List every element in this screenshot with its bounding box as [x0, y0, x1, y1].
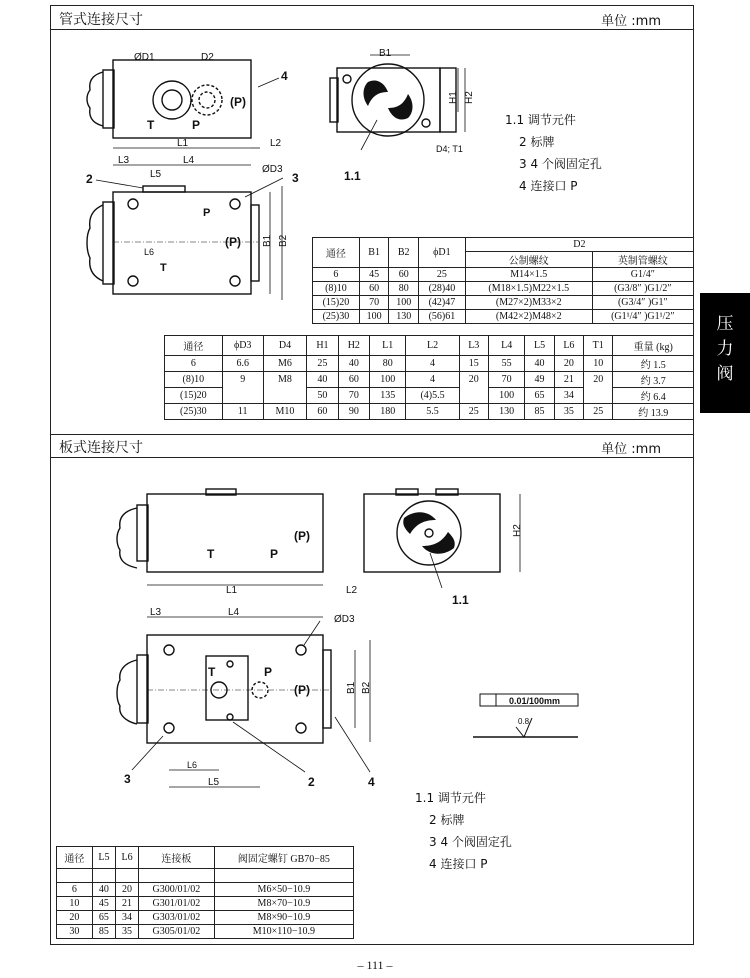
cell: 6: [313, 268, 360, 282]
side-tab-char: 力: [716, 339, 734, 359]
cell: 约 13.9: [613, 404, 694, 420]
cell: 55: [488, 356, 524, 372]
cell: 130: [389, 310, 419, 324]
header-cell: D4: [263, 336, 307, 356]
cell: (28)40: [419, 282, 466, 296]
legend-item: 3 4 个阀固定孔: [429, 835, 512, 849]
header-cell: B1: [359, 238, 389, 268]
table-d: [312, 237, 694, 324]
cell: 约 6.4: [613, 388, 694, 404]
label-l4: L4: [183, 155, 195, 166]
header-cell: H2: [338, 336, 369, 356]
label-d2: D2: [201, 52, 214, 63]
label-flatness: 0.01/100mm: [509, 696, 561, 706]
legend-plate: [415, 787, 512, 875]
cell: G1/4″: [592, 268, 693, 282]
cell: 65: [92, 911, 115, 925]
cell: G303/01/02: [139, 911, 215, 925]
label-n3b: 3: [124, 772, 131, 786]
cell: 约 3.7: [613, 372, 694, 388]
cell: M8×90−10.9: [214, 911, 353, 925]
cell: (G1¹/4″ )G1¹/2″: [592, 310, 693, 324]
pipe-side-view: [330, 55, 465, 136]
cell: 65: [525, 388, 554, 404]
cell: 135: [370, 388, 406, 404]
cell: 11: [222, 404, 263, 420]
label-p-port3: (P): [294, 529, 310, 543]
cell: 45: [92, 897, 115, 911]
label-p-port: (P): [230, 95, 246, 109]
cell: 15: [459, 356, 488, 372]
label-t2: T: [160, 262, 167, 274]
cell: 85: [525, 404, 554, 420]
cell: 21: [115, 897, 138, 911]
table-row: [57, 911, 354, 925]
label-d1: ØD1: [134, 52, 155, 63]
cell: 20: [459, 372, 488, 388]
cell: 70: [488, 372, 524, 388]
table-row: [165, 388, 694, 404]
cell: G305/01/02: [139, 925, 215, 939]
label-l5: L5: [150, 169, 162, 180]
cell: (15)20: [313, 296, 360, 310]
section1-title: 管式连接尺寸: [59, 12, 143, 28]
subheader-cell: 英制管螺纹: [592, 252, 693, 268]
label-p4: P: [264, 665, 273, 679]
subheader-cell: 公制螺纹: [465, 252, 592, 268]
cell: 6: [165, 356, 223, 372]
cell: (25)30: [313, 310, 360, 324]
cell: (G3/8″ )G1/2″: [592, 282, 693, 296]
label-h2: H2: [464, 91, 475, 104]
label-l1: L1: [177, 138, 189, 149]
cell: 100: [359, 310, 389, 324]
header-cell: 连接板: [139, 847, 215, 869]
label-t: T: [147, 118, 155, 132]
cell: M6: [263, 356, 307, 372]
cell: 10: [584, 356, 613, 372]
label-n2: 2: [86, 172, 93, 186]
cell: G301/01/02: [139, 897, 215, 911]
cell: (M27×2)M33×2: [465, 296, 592, 310]
cell: 60: [389, 268, 419, 282]
label-b2: B2: [278, 234, 289, 247]
cell: 100: [389, 296, 419, 310]
cell: 25: [419, 268, 466, 282]
header-cell: L1: [370, 336, 406, 356]
header-cell: D2: [465, 238, 693, 252]
cell: 40: [338, 356, 369, 372]
cell: 20: [57, 911, 93, 925]
label-b1c: B1: [346, 681, 357, 694]
header-cell: 通径: [165, 336, 223, 356]
cell: (56)61: [419, 310, 466, 324]
cell: (42)47: [419, 296, 466, 310]
cell: (M42×2)M48×2: [465, 310, 592, 324]
cell: [584, 388, 613, 404]
label-p3: P: [270, 547, 279, 561]
label-l2: L2: [270, 138, 282, 149]
cell: M8×70−10.9: [214, 897, 353, 911]
cell: 70: [338, 388, 369, 404]
cell: 60: [338, 372, 369, 388]
label-l6b: L6: [187, 760, 198, 770]
label-n4b: 4: [368, 775, 375, 789]
label-h2b: H2: [512, 524, 523, 537]
header-cell: 通径: [57, 847, 93, 869]
cell: (G3/4″ )G1″: [592, 296, 693, 310]
cell: 60: [307, 404, 338, 420]
cell: 100: [370, 372, 406, 388]
cell: 40: [92, 883, 115, 897]
label-l1b: L1: [226, 585, 238, 596]
cell: 20: [115, 883, 138, 897]
legend-item: 1.1 调节元件: [505, 113, 576, 127]
header-cell: L2: [406, 336, 459, 356]
section1-unit: 单位 :mm: [601, 14, 661, 29]
label-p: P: [192, 118, 201, 132]
header-cell: 通径: [313, 238, 360, 268]
cell: 4: [406, 356, 459, 372]
cell: M8: [263, 372, 307, 388]
cell: [459, 388, 488, 404]
label-n4: 4: [281, 69, 288, 83]
header-cell: ϕD3: [222, 336, 263, 356]
section2-unit: 单位 :mm: [601, 442, 661, 457]
plate-front-view: [117, 489, 323, 585]
cell: 4: [406, 372, 459, 388]
label-p2: P: [203, 207, 211, 219]
label-p-port2: (P): [225, 235, 241, 249]
label-l3b: L3: [150, 607, 162, 618]
cell: 35: [554, 404, 583, 420]
table-row: [165, 372, 694, 388]
cell: 80: [370, 356, 406, 372]
header-cell: L5: [525, 336, 554, 356]
cell: 5.5: [406, 404, 459, 420]
cell: (15)20: [165, 388, 223, 404]
label-roughness: 0.8: [518, 717, 530, 726]
cell: (8)10: [165, 372, 223, 388]
label-l6: L6: [144, 247, 155, 257]
label-b1: B1: [379, 48, 392, 59]
table-row: [57, 883, 354, 897]
legend-item: 4 连接口 P: [519, 179, 578, 193]
legend-item: 2 标牌: [519, 135, 555, 149]
label-l5b: L5: [208, 777, 220, 788]
cell: 30: [57, 925, 93, 939]
table-row: [313, 310, 694, 324]
cell: 6.6: [222, 356, 263, 372]
cell: 60: [359, 282, 389, 296]
side-tab-char: 压: [716, 314, 734, 334]
header-cell: L6: [115, 847, 138, 869]
label-d3b: ØD3: [334, 614, 355, 625]
table-row: [313, 282, 694, 296]
cell: 25: [584, 404, 613, 420]
label-b1b: B1: [262, 234, 273, 247]
cell: 9: [222, 372, 263, 388]
cell: 49: [525, 372, 554, 388]
label-l3: L3: [118, 155, 130, 166]
cell: 25: [307, 356, 338, 372]
cell: (4)5.5: [406, 388, 459, 404]
cell: 34: [554, 388, 583, 404]
pipe-top-view: [87, 165, 282, 300]
cell: 85: [92, 925, 115, 939]
cell: (M18×1.5)M22×1.5: [465, 282, 592, 296]
cell: 40: [525, 356, 554, 372]
label-n3: 3: [292, 171, 299, 185]
legend-item: 3 4 个阀固定孔: [519, 157, 602, 171]
cell: 20: [554, 356, 583, 372]
label-d4t1: D4; T1: [436, 144, 463, 154]
cell: M10: [263, 404, 307, 420]
cell: (8)10: [313, 282, 360, 296]
label-l2b: L2: [346, 585, 358, 596]
label-t4: T: [208, 665, 216, 679]
header-cell: T1: [584, 336, 613, 356]
cell: G300/01/02: [139, 883, 215, 897]
cell: 80: [389, 282, 419, 296]
cell: 40: [307, 372, 338, 388]
table-row: [313, 296, 694, 310]
header-cell: L5: [92, 847, 115, 869]
page-number: – 111 –: [357, 958, 393, 972]
header-cell: 阀固定螺钉 GB70−85: [214, 847, 353, 869]
label-n11b: 1.1: [452, 593, 469, 607]
table-row: [165, 356, 694, 372]
label-p-port4: (P): [294, 683, 310, 697]
cell: 180: [370, 404, 406, 420]
cell: 50: [307, 388, 338, 404]
table-row: [57, 925, 354, 939]
header-cell: H1: [307, 336, 338, 356]
label-d3: ØD3: [262, 164, 283, 175]
label-n11: 1.1: [344, 169, 361, 183]
table-main: [164, 335, 694, 420]
cell: 70: [359, 296, 389, 310]
header-cell: L4: [488, 336, 524, 356]
side-tab-char: 阀: [716, 364, 734, 384]
label-h1: H1: [448, 91, 459, 104]
legend-pipe: [505, 109, 602, 197]
cell: 34: [115, 911, 138, 925]
cell: M10×110−10.9: [214, 925, 353, 939]
cell: 130: [488, 404, 524, 420]
cell: 20: [584, 372, 613, 388]
legend-item: 1.1 调节元件: [415, 791, 486, 805]
table-row: [57, 897, 354, 911]
cell: 35: [115, 925, 138, 939]
cell: M14×1.5: [465, 268, 592, 282]
table-row: [313, 268, 694, 282]
cell: 100: [488, 388, 524, 404]
header-cell: 重量 (kg): [613, 336, 694, 356]
header-cell: L3: [459, 336, 488, 356]
plate-top-view: [117, 617, 370, 787]
cell: [222, 388, 263, 404]
plate-side-view: [364, 489, 520, 572]
cell: 21: [554, 372, 583, 388]
table-row: [165, 404, 694, 420]
cell: 约 1.5: [613, 356, 694, 372]
header-cell: ϕD1: [419, 238, 466, 268]
legend-item: 2 标牌: [429, 813, 465, 827]
section2-title: 板式连接尺寸: [59, 440, 143, 456]
cell: 25: [459, 404, 488, 420]
cell: 90: [338, 404, 369, 420]
cell: M6×50−10.9: [214, 883, 353, 897]
header-cell: L6: [554, 336, 583, 356]
label-n2b: 2: [308, 775, 315, 789]
cell: 10: [57, 897, 93, 911]
cell: 45: [359, 268, 389, 282]
cell: 6: [57, 883, 93, 897]
table-plate: [56, 846, 354, 939]
cell: (25)30: [165, 404, 223, 420]
cell: [263, 388, 307, 404]
label-t3: T: [207, 547, 215, 561]
label-l4b: L4: [228, 607, 240, 618]
legend-item: 4 连接口 P: [429, 857, 488, 871]
label-b2b: B2: [361, 681, 372, 694]
header-cell: B2: [389, 238, 419, 268]
